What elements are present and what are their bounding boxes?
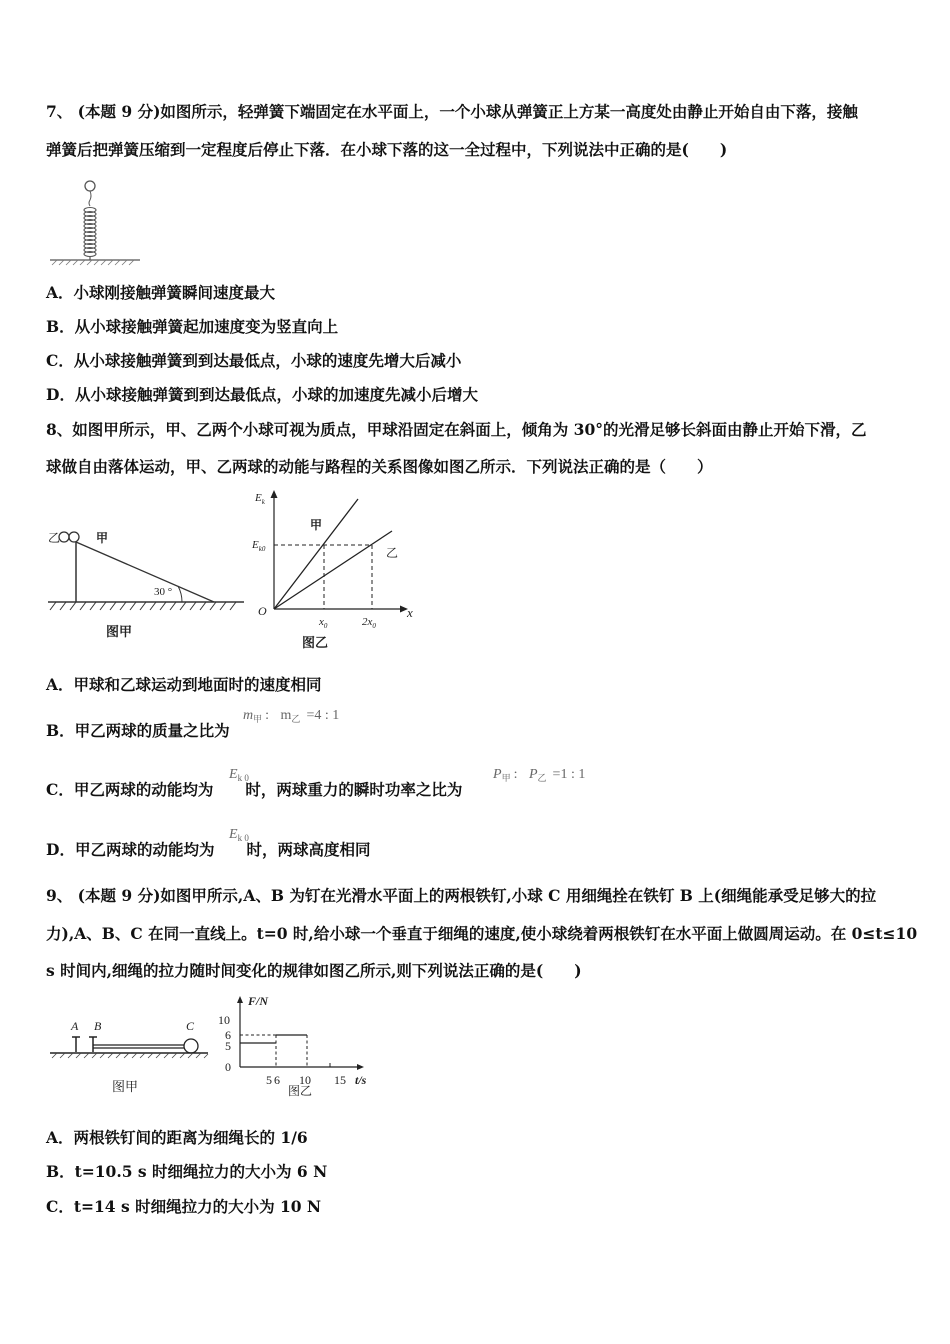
fig-caption-ft: 图乙 xyxy=(288,1084,313,1098)
2x0-tick-label: $2x_0$ xyxy=(362,616,376,630)
f-tick-6: 6 xyxy=(225,1028,231,1042)
y-axis-label: $E_k$ xyxy=(255,492,265,506)
label-b: B xyxy=(94,1019,102,1033)
q9-option-c: C．t=14 s 时细绳拉力的大小为 10 N xyxy=(46,1197,322,1216)
x-axis-label: x xyxy=(407,605,413,620)
ek0-symbol-d: $E_{k 0}$ xyxy=(229,827,249,843)
q8-stem-line-1: 8、如图甲所示，甲、乙两个小球可视为质点，甲球沿固定在斜面上，倾角为 30°的光滑足够长斜面由静止开始下滑，乙 xyxy=(46,420,867,439)
q9-stem-line-2: 力),A、B、C 在同一直线上。t=0 时,给小球一个垂直于细绳的速度,使小球绕着两根铁钉在水平面上做圆周运动。在 0≤t≤10 xyxy=(46,924,918,943)
q8-option-d: D．甲乙两球的动能均为 时，两球高度相同 xyxy=(46,840,371,859)
power-ratio-formula: $P_甲$ : $P_乙 =1$ : 1 xyxy=(493,767,586,783)
spring-figure xyxy=(48,176,143,266)
label-jia: 甲 xyxy=(96,531,109,545)
nails-figure xyxy=(48,1015,220,1095)
force-time-graph xyxy=(210,993,380,1098)
t-tick-6: 6 xyxy=(274,1073,280,1087)
q9-option-a: A．两根铁钉间的距离为细绳长的 1/6 xyxy=(46,1128,308,1147)
q7-stem-line-2: 弹簧后把弹簧压缩到一定程度后停止下落．在小球下落的这一全过程中，下列说法中正确的是( ) xyxy=(46,140,728,159)
fig-caption-jia: 图甲 xyxy=(106,624,133,639)
t-tick-10: 10 xyxy=(299,1073,311,1087)
incline-figure xyxy=(44,520,249,645)
f-tick-0: 0 xyxy=(225,1060,231,1074)
q7-stem-line-1: 7、 (本题 9 分)如图所示，轻弹簧下端固定在水平面上，一个小球从弹簧正上方某一高度处由静止开始自由下落，接触 xyxy=(46,102,858,121)
angle-label: 30 ° xyxy=(154,586,173,598)
q8-option-b: B．甲乙两球的质量之比为 xyxy=(46,721,230,740)
label-yi: 乙 xyxy=(48,531,61,545)
q8-stem-line-2: 球做自由落体运动，甲、乙两球的动能与路程的关系图像如图乙所示．下列说法正确的是（ ） xyxy=(46,457,713,476)
origin-label: O xyxy=(258,604,267,618)
t-tick-5: 5 xyxy=(266,1073,272,1087)
fig-caption-nails: 图甲 xyxy=(112,1079,139,1094)
label-a: A xyxy=(71,1019,79,1033)
x0-tick-label: $x_0$ xyxy=(319,616,328,630)
q7-option-b: B．从小球接触弹簧起加速度变为竖直向上 xyxy=(46,317,339,336)
q7-option-c: C．从小球接触弹簧到到达最低点，小球的速度先增大后减小 xyxy=(46,351,462,370)
fig-caption-yi: 图乙 xyxy=(302,635,329,650)
f-tick-5: 5 xyxy=(225,1039,231,1053)
q9-option-b: B．t=10.5 s 时细绳拉力的大小为 6 N xyxy=(46,1162,328,1181)
t-axis-label: t/s xyxy=(355,1073,367,1087)
q8-option-a: A．甲球和乙球运动到地面时的速度相同 xyxy=(46,675,322,694)
line-label-yi: 乙 xyxy=(386,546,399,560)
t-tick-15: 15 xyxy=(334,1073,346,1087)
q7-option-a: A．小球刚接触弹簧瞬间速度最大 xyxy=(46,283,276,302)
mass-ratio-formula: $m_甲$ : $m_乙 =4$ : 1 xyxy=(243,708,340,724)
line-label-jia: 甲 xyxy=(310,518,323,532)
label-c: C xyxy=(186,1019,195,1033)
ek0-symbol-c: $E_{k 0}$ xyxy=(229,767,249,783)
q8-option-c: C．甲乙两球的动能均为 时，两球重力的瞬时功率之比为 xyxy=(46,780,463,799)
q9-stem-line-3: s 时间内,细绳的拉力随时间变化的规律如图乙所示,则下列说法正确的是( ) xyxy=(46,961,582,980)
f-axis-label: F/N xyxy=(248,994,269,1008)
q9-stem-line-1: 9、 (本题 9 分)如图甲所示,A、B 为钉在光滑水平面上的两根铁钉,小球 C 用细绳拴在铁钉 B 上(细绳能承受足够大的拉 xyxy=(46,886,877,905)
ek0-tick-label: $E_{k0}$ xyxy=(252,539,266,553)
f-tick-10: 10 xyxy=(218,1013,230,1027)
q7-option-d: D．从小球接触弹簧到到达最低点，小球的加速度先减小后增大 xyxy=(46,385,478,404)
ek-graph xyxy=(250,487,425,657)
